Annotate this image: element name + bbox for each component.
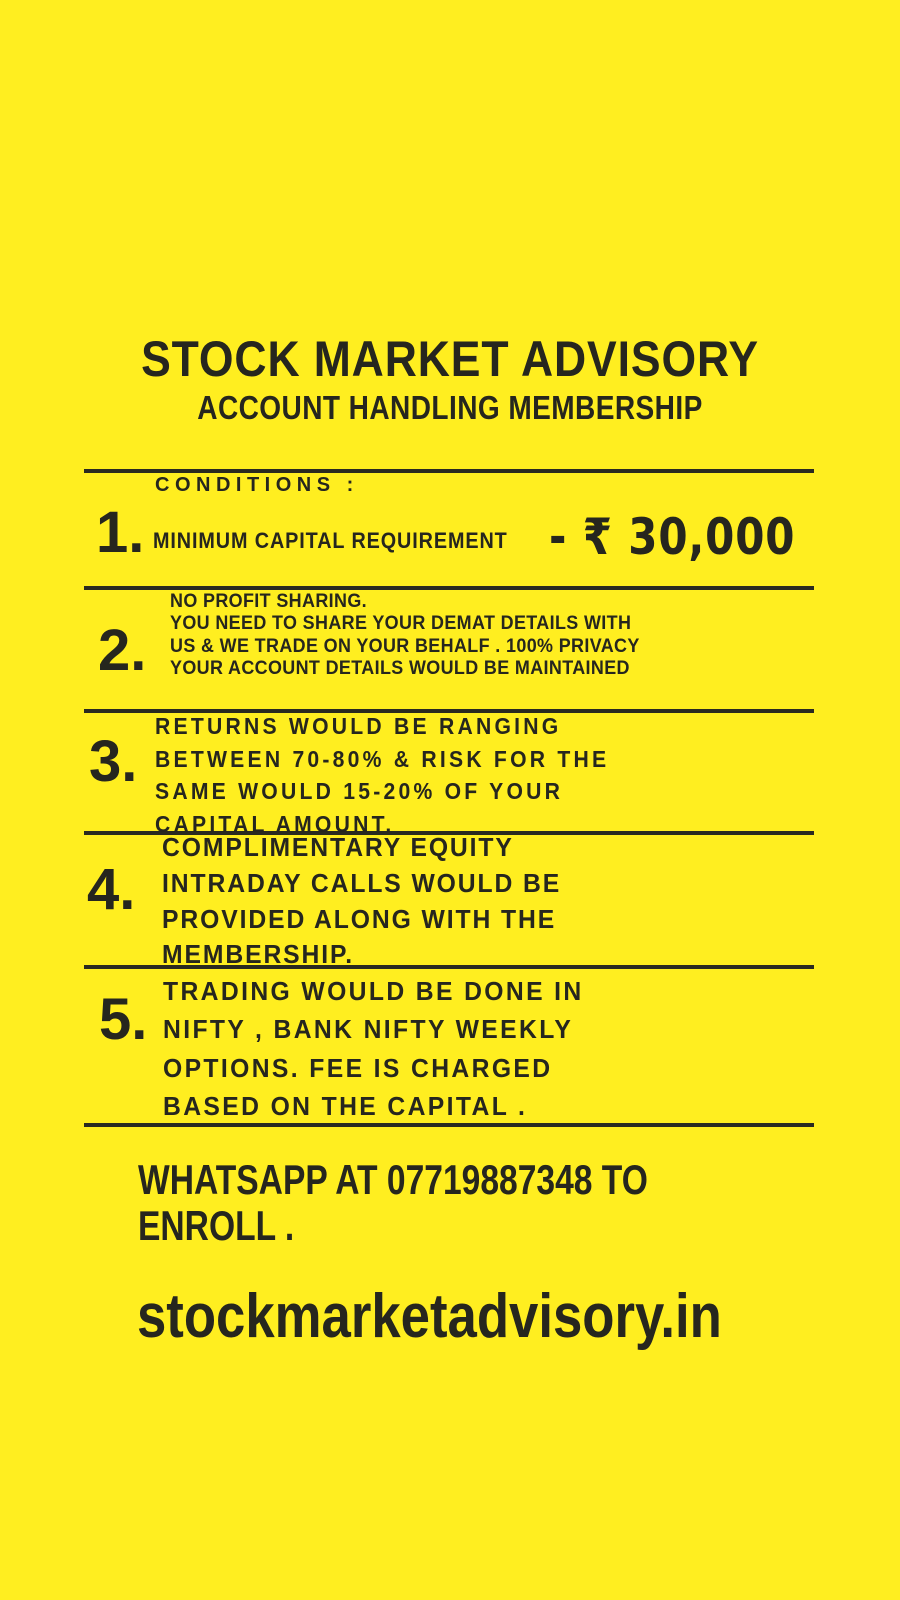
item-2-line: YOU NEED TO SHARE YOUR DEMAT DETAILS WITH	[170, 612, 632, 635]
item-5-text	[163, 972, 584, 1125]
item-4-line: COMPLIMENTARY EQUITY	[162, 832, 514, 862]
item-5-line: OPTIONS. FEE IS CHARGED	[163, 1052, 553, 1083]
item-2-line: NO PROFIT SHARING.	[170, 590, 367, 612]
item-3-line: SAME WOULD 15-20% OF YOUR	[155, 778, 564, 805]
divider-line-1	[84, 469, 814, 473]
poster-title: STOCK MARKET ADVISORY	[141, 331, 759, 387]
item-3-number: 3.	[89, 729, 138, 794]
item-2-line: US & WE TRADE ON YOUR BEHALF . 100% PRIVACY	[170, 634, 640, 657]
item-3-text	[155, 710, 609, 841]
item-5-line: TRADING WOULD BE DONE IN	[163, 976, 584, 1006]
enroll-line: ENROLL .	[138, 1202, 295, 1249]
item-2-number: 2.	[98, 618, 147, 683]
item-2-line: YOUR ACCOUNT DETAILS WOULD BE MAINTAINED	[170, 657, 630, 680]
item-3-line: BETWEEN 70-80% & RISK FOR THE	[155, 745, 610, 772]
item-4-line: MEMBERSHIP.	[162, 939, 355, 970]
item-4-text	[162, 830, 561, 973]
website-url: stockmarketadvisory.in	[137, 1282, 722, 1351]
item-2-text	[170, 590, 640, 680]
conditions-label: CONDITIONS :	[155, 474, 359, 496]
item-1-capital-value: - ₹ 30,000	[549, 508, 796, 566]
item-5-line: BASED ON THE CAPITAL .	[163, 1090, 528, 1121]
item-4-line: INTRADAY CALLS WOULD BE	[162, 867, 562, 898]
item-3-line: RETURNS WOULD BE RANGING	[155, 713, 562, 739]
item-1-number: 1.	[96, 500, 145, 565]
whatsapp-number-line: WHATSAPP AT 07719887348 TO	[138, 1156, 648, 1203]
item-1-text: MINIMUM CAPITAL REQUIREMENT	[153, 528, 508, 553]
item-4-number: 4.	[87, 857, 136, 922]
item-5-line: NIFTY , BANK NIFTY WEEKLY	[163, 1014, 574, 1045]
poster-subtitle: ACCOUNT HANDLING MEMBERSHIP	[197, 389, 703, 426]
item-5-number: 5.	[99, 987, 148, 1052]
whatsapp-enroll-text	[138, 1157, 648, 1249]
item-3-line: CAPITAL AMOUNT.	[155, 811, 395, 838]
item-4-line: PROVIDED ALONG WITH THE	[162, 903, 557, 934]
